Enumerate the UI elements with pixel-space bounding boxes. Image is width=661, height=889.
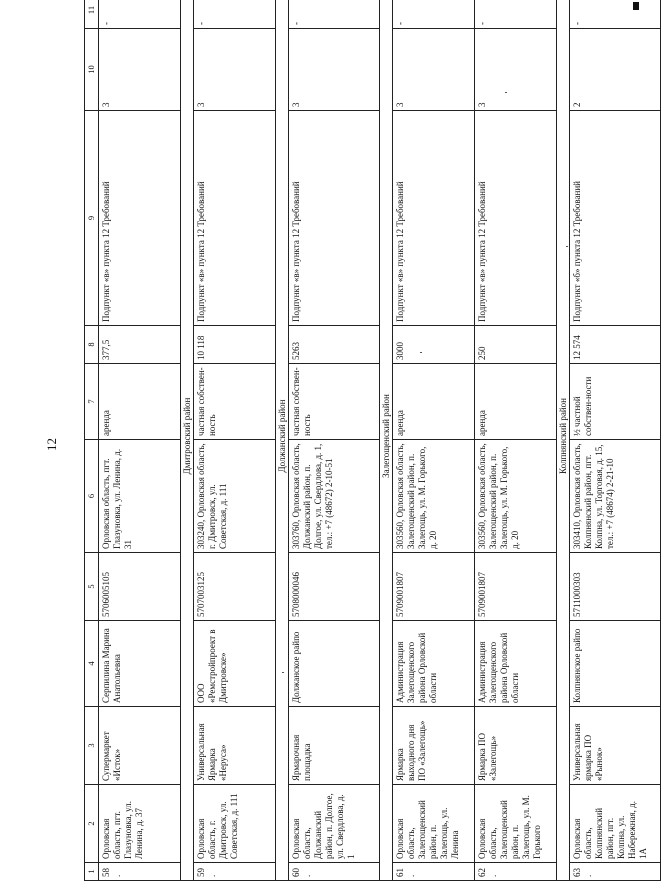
fair-location: Орловская область, г. Дмитровск, ул. Советская, д. 111 (194, 785, 276, 863)
corner-mark (633, 2, 639, 10)
district-name: Дмитровский район (181, 0, 194, 881)
page-number: 12 (44, 438, 59, 451)
row-number: 59. (194, 863, 276, 881)
organizer-inn: 5711000303 (570, 553, 661, 621)
organizer-inn: 5709001807 (393, 553, 475, 621)
fair-registry-table (84, 0, 661, 881)
fair-name: Ярмарка ПО «Залегощь» (475, 707, 557, 785)
fair-name: Универсальная Ярмарка «Неруса» (194, 707, 276, 785)
column-number: 5 (85, 553, 99, 621)
district-row (276, 0, 289, 881)
fair-location: Орловская область, Должанский район, п. Долгое, ул. Свердлова, д. 1 (289, 785, 380, 863)
column-10-value: 3 (289, 29, 380, 111)
row-number: 63. (570, 863, 661, 881)
column-number: 8 (85, 326, 99, 364)
land-right: ½ частной собствен-ности (570, 364, 661, 440)
fair-type-basis: Подпункт «в» пункта 12 Требований (99, 111, 181, 326)
column-11-value: - (393, 0, 475, 29)
fair-area: 377,5 (99, 326, 181, 364)
district-name: Колпнянский район (557, 0, 570, 881)
organizer-name: ООО «Ремстройпроект в Дмитровске» (194, 621, 276, 707)
organizer-name: Колпнянское райпо (570, 621, 661, 707)
column-number: 7 (85, 364, 99, 440)
column-number: 3 (85, 707, 99, 785)
row-number: 58. (99, 863, 181, 881)
scan-speck (420, 352, 422, 353)
organizer-inn: 5708000046 (289, 553, 380, 621)
column-10-value: 3 (393, 29, 475, 111)
organizer-inn: 5706005105 (99, 553, 181, 621)
fair-location: Орловская область, Залегощенский район, п. Залегощь, ул. Ленина (393, 785, 475, 863)
column-number: 11 (85, 0, 99, 29)
row-number: 62. (475, 863, 557, 881)
scan-speck (505, 92, 507, 93)
organizer-address: 303410, Орловская область, Колпнянский район, пгт. Колпна, ул. Торговая, д. 15, тел.: +7 (48674) 2-21-10 (570, 440, 661, 553)
district-row (380, 0, 393, 881)
organizer-name: Должанское райпо (289, 621, 380, 707)
column-number: 2 (85, 785, 99, 863)
column-11-value: - (475, 0, 557, 29)
row-number: 61. (393, 863, 475, 881)
organizer-address: 303760, Орловская область, Должанский район, п. Долгое, ул. Свердлова, д. 1, тел.: +7 (48672) 2-10-51 (289, 440, 380, 553)
fair-location: Орловская область, Залегощенский район, п. Залегощь, ул. М. Горького (475, 785, 557, 863)
column-number: 6 (85, 440, 99, 553)
organizer-address: 303560, Орловская область, Залегощенский район, п. Залегощь, ул. М. Горького, д. 20 (475, 440, 557, 553)
district-row (557, 0, 570, 881)
fair-type-basis: Подпункт «в» пункта 12 Требований (475, 111, 557, 326)
land-right: частная собствен-ность (289, 364, 380, 440)
column-11-value: - (289, 0, 380, 29)
organizer-address: 303560, Орловская область, Залегощенский район, п. Залегощь, ул. М. Горького, д. 20 (393, 440, 475, 553)
fair-area: 3000 (393, 326, 475, 364)
column-11-value: - (570, 0, 661, 29)
organizer-inn: 5707003125 (194, 553, 276, 621)
land-right: аренда (393, 364, 475, 440)
table-body (85, 0, 661, 881)
fair-location: Орловская область, пгт. Глазуновка, ул. Ленина, д. 37 (99, 785, 181, 863)
organizer-inn: 5709001807 (475, 553, 557, 621)
fair-area: 250 (475, 326, 557, 364)
fair-type-basis: Подпункт «в» пункта 12 Требований (194, 111, 276, 326)
column-10-value: 2 (570, 29, 661, 111)
fair-type-basis: Подпункт «в» пункта 12 Требований (289, 111, 380, 326)
column-number-row (85, 0, 99, 881)
organizer-name: Администрация Залегощенского района Орловской области (393, 621, 475, 707)
fair-type-basis: Подпункт «в» пункта 12 Требований (393, 111, 475, 326)
column-10-value: 3 (194, 29, 276, 111)
district-name: Залегощенский район (380, 0, 393, 881)
land-right: аренда (99, 364, 181, 440)
row-number: 60. (289, 863, 380, 881)
column-number: 9 (85, 111, 99, 326)
fair-area: 10 118 (194, 326, 276, 364)
column-number: 1 (85, 863, 99, 881)
table-row (570, 0, 661, 881)
fair-area: 12 574 (570, 326, 661, 364)
district-row (181, 0, 194, 881)
fair-area: 5263 (289, 326, 380, 364)
table-row (99, 0, 181, 881)
organizer-address: 303240, Орловская область, г. Дмитровск, ул. Советская, д. 111 (194, 440, 276, 553)
district-name: Должанский район (276, 0, 289, 881)
fair-type-basis: Подпункт «б» пункта 12 Требований (570, 111, 661, 326)
table-row (194, 0, 276, 881)
table-row (289, 0, 380, 881)
fair-name: Ярмарочная площадка (289, 707, 380, 785)
scan-speck (566, 246, 568, 247)
organizer-address: Орловская область, пгт. Глазуновка, ул. Ленина, д. 31 (99, 440, 181, 553)
table-row (475, 0, 557, 881)
fair-name: Ярмарка выходного дня ПО «Залегощь» (393, 707, 475, 785)
scan-speck (282, 672, 284, 673)
land-right: аренда (475, 364, 557, 440)
column-10-value: 3 (475, 29, 557, 111)
fair-name: Супермаркет «Исток» (99, 707, 181, 785)
column-11-value: - (194, 0, 276, 29)
column-10-value: 3 (99, 29, 181, 111)
table-row (393, 0, 475, 881)
fair-name: Универсальная ярмарка ПО «Рынок» (570, 707, 661, 785)
column-number: 4 (85, 621, 99, 707)
column-11-value: - (99, 0, 181, 29)
fair-location: Орловская область, Колпнянский район, пгт. Колпна, ул. Набережная, д. 1А (570, 785, 661, 863)
organizer-name: Серпилина Марина Анатольевна (99, 621, 181, 707)
column-number: 10 (85, 29, 99, 111)
organizer-name: Администрация Залегощенского района Орловской области (475, 621, 557, 707)
land-right: частная собствен-ность (194, 364, 276, 440)
